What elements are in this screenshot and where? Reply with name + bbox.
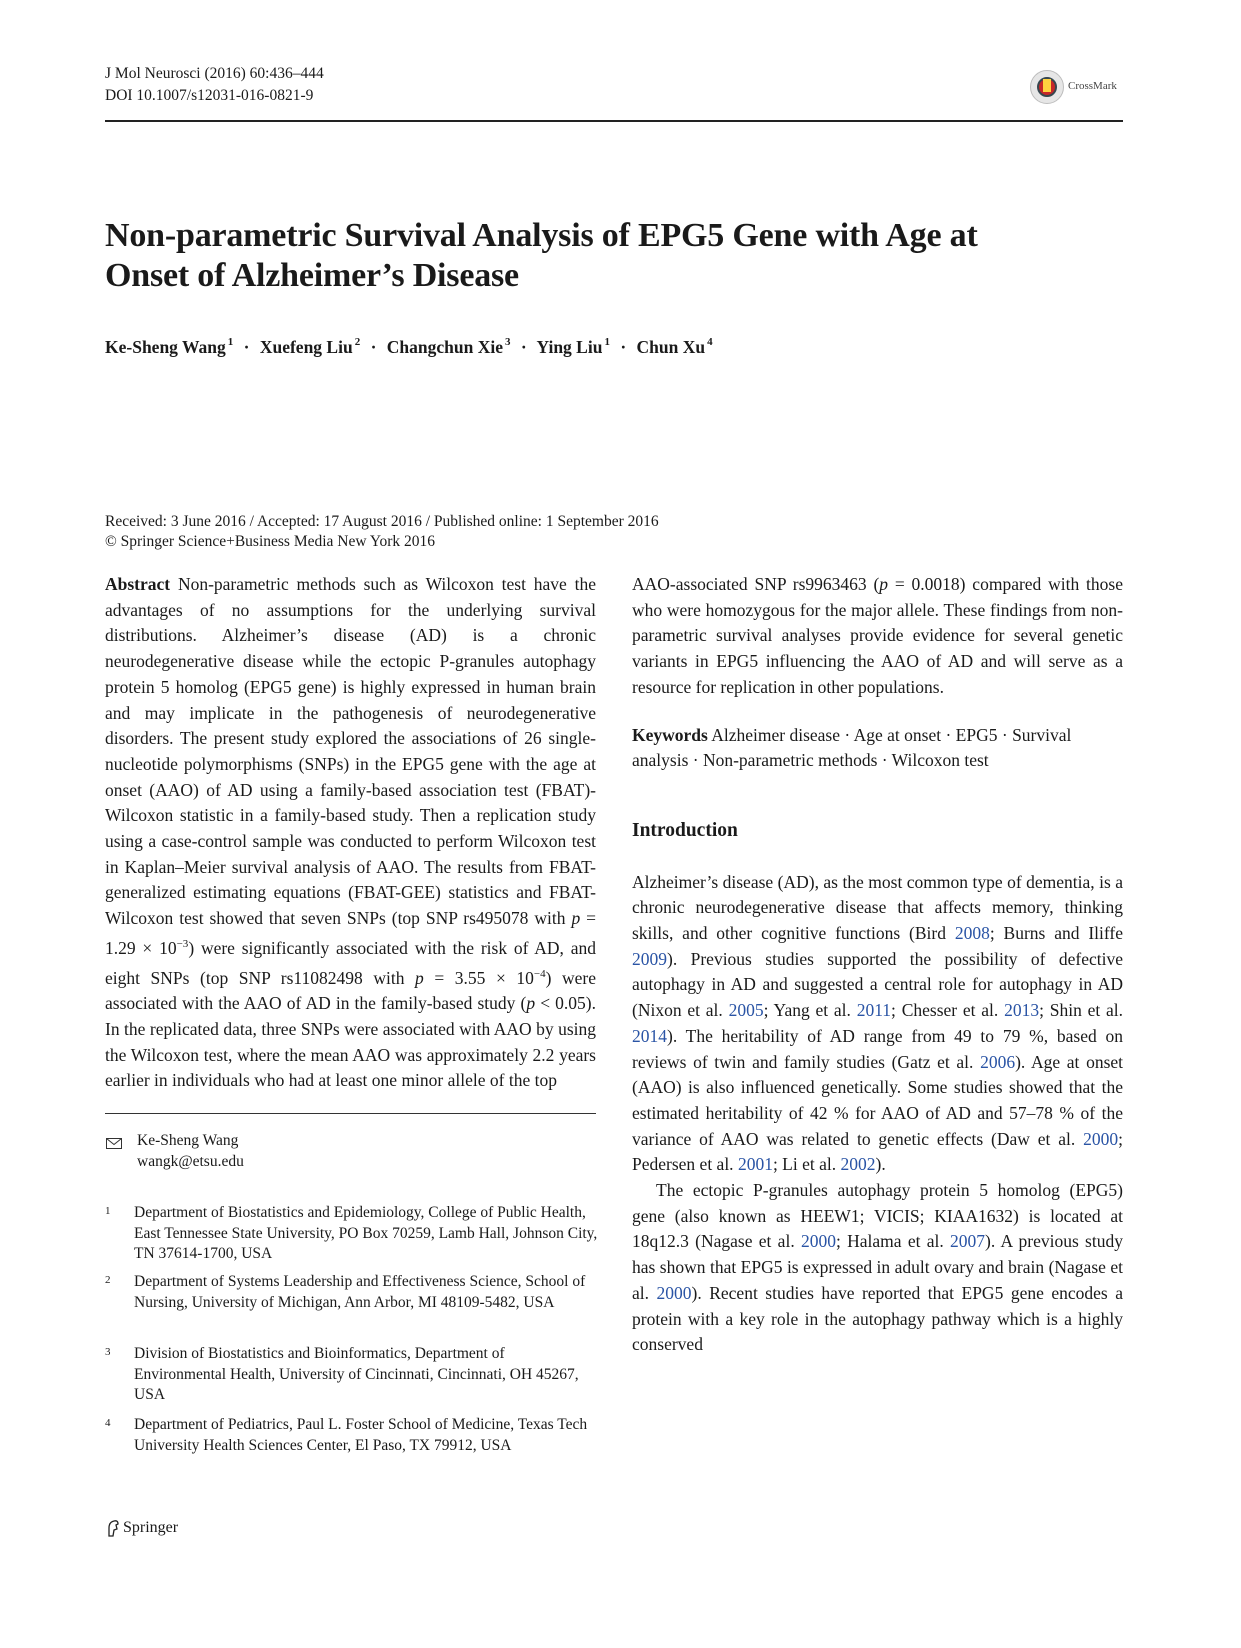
section-heading <box>632 818 1123 844</box>
author-affiliation-mark: 2 <box>354 336 361 348</box>
envelope-icon <box>106 1138 122 1149</box>
p-exponent: −4 <box>533 967 546 980</box>
abstract-continuation <box>632 572 1123 701</box>
author-name[interactable]: Xuefeng Liu <box>259 337 353 357</box>
author-name[interactable]: Chun Xu <box>636 337 706 357</box>
author-name[interactable]: Ke-Sheng Wang <box>105 337 226 357</box>
affiliation-number: 2 <box>105 1274 111 1286</box>
author-affiliation-mark: 1 <box>227 336 234 348</box>
footnote-rule <box>105 1113 596 1114</box>
citation-link[interactable]: 2008 <box>954 923 990 944</box>
journal-citation: J Mol Neurosci (2016) 60:436–444 <box>105 65 324 82</box>
corresponding-author-name: Ke-Sheng Wang <box>137 1132 239 1149</box>
affiliation-text: Department of Biostatistics and Epidemiology, College of Public Health, East Tennessee State University, PO Box 70259, Lamb Hall, Johnson City, TN 37614-1700, USA <box>134 1204 598 1262</box>
citation-link[interactable]: 2001 <box>737 1154 773 1175</box>
affiliation-text: Division of Biostatistics and Bioinformatics, Department of Environmental Health, University of Cincinnati, Cincinnati, OH 45267, USA <box>134 1345 579 1403</box>
abstract-text: < 0.05). In the replicated data, three SNPs were associated with AAO by using the Wilcoxon test, where the mean AAO was approximately 2.2 years earlier in individuals who had at least one minor allele of the top <box>105 993 596 1091</box>
left-column <box>105 572 596 1094</box>
doi[interactable]: DOI 10.1007/s12031-016-0821-9 <box>105 87 314 104</box>
abstract-text: ) were associated with the AAO of AD in the family-based study ( <box>105 967 596 1014</box>
citation-link[interactable]: 2000 <box>656 1282 692 1303</box>
keywords-label: Keywords <box>632 724 708 745</box>
intro-paragraph: Alzheimer’s disease (AD), as the most common type of dementia, is a chronic neurodegenerative disease that affects memory, thinking skills, and other cognitive functions (Bird 2008; Burns and Iliffe 2009). Previous studies supported the possibility of defective autophagy in AD and suggested a central role for autophagy in AD (Nixon et al. 2005; Yang et al. 2011; Chesser et al. 2013; Shin et al. 2014). The heritability of AD range from 49 to 79 %, based on reviews of twin and family studies (Gatz et al. 2006). Age at onset (AAO) is also influenced genetically. Some studies showed that the estimated heritability of 42 % for AAO of AD and 57–78 % of the variance of AAO was related to genetic effects (Daw et al. 2000; Pedersen et al. 2001; Li et al. 2002). <box>632 871 1124 1175</box>
p-value: = 3.55 × 10 <box>423 967 534 988</box>
abstract-text: AAO-associated SNP rs9963463 ( <box>632 574 880 594</box>
author-affiliation-mark: 1 <box>604 336 610 348</box>
p-variable: p <box>526 993 536 1014</box>
author-name[interactable]: Changchun Xie <box>386 337 504 357</box>
author-affiliation-mark: 4 <box>707 336 713 348</box>
keywords <box>632 723 1123 774</box>
p-exponent: −3 <box>176 937 189 950</box>
header-rule <box>105 120 1123 122</box>
affiliation-text: Department of Pediatrics, Paul L. Foster School of Medicine, Texas Tech University Health Sciences Center, El Paso, TX 79912, USA <box>134 1416 588 1454</box>
corresponding-author-email[interactable]: wangk@etsu.edu <box>137 1153 244 1170</box>
abstract-label: Abstract <box>105 574 171 594</box>
author-separator: · <box>370 337 377 357</box>
author-list <box>105 330 713 359</box>
abstract-text: ) were significantly associated with the risk of AD, and eight SNPs (top SNP rs11082498 with <box>105 937 596 988</box>
author-affiliation-mark: 3 <box>505 336 511 348</box>
author-separator: · <box>243 337 250 357</box>
author-separator: · <box>620 337 627 357</box>
citation-link[interactable]: 2007 <box>950 1231 986 1252</box>
intro-paragraph: The ectopic P-granules autophagy protein 5 homolog (EPG5) gene (also known as HEEW1; VICIS; KIAA1632) is located at 18q12.3 (Nagase et al. 2000; Halama et al. 2007). A previous study has shown that EPG5 is expressed in adult ovary and brain (Nagase et al. 2000). Recent studies have reported that EPG5 gene encodes a protein with a key role in the autophagy pathway which is a highly conserved <box>632 1180 1123 1355</box>
springer-logo <box>105 1517 178 1539</box>
affiliation-number: 3 <box>105 1346 111 1358</box>
abstract-paragraph <box>105 572 596 1094</box>
p-variable: p <box>879 574 889 594</box>
p-variable: p <box>571 908 581 929</box>
citation-link[interactable]: 2000 <box>1083 1128 1119 1149</box>
citation-link[interactable]: 2006 <box>980 1051 1016 1072</box>
affiliation-text: Department of Systems Leadership and Effectiveness Science, School of Nursing, University of Michigan, Ann Arbor, MI 48109-5482, USA <box>134 1273 586 1311</box>
abstract-text: = 0.0018) compared with those who were homozygous for the major allele. These findings from non-parametric survival analyses provide evidence for several genetic variants in EPG5 influencing the AAO of AD and will serve as a resource for replication in other populations. <box>632 574 1123 697</box>
citation-link[interactable]: 2013 <box>1004 1000 1040 1021</box>
abstract-text: Non-parametric methods such as Wilcoxon test have the advantages of no assumptions for the underlying survival distributions. Alzheimer’s disease (AD) is a chronic neurodegenerative disease while the ectopic P-granules autophagy protein 5 homolog (EPG5 gene) is highly expressed in human brain and may implicate in the pathogenesis of neurodegenerative disorders. The present study explored the associations of 26 single-nucleotide polymorphisms (SNPs) in the EPG5 gene with the age at onset (AAO) of AD using a family-based association test (FBAT)-Wilcoxon statistic in a family-based study. Then a replication study using a case-control sample was conducted to perform Wilcoxon test in Kaplan–Meier survival analysis of AAO. The results from FBAT-generalized estimating equations (FBAT-GEE) statistics and FBAT-Wilcoxon test showed that seven SNPs (top SNP rs495078 with <box>105 574 596 929</box>
right-column <box>632 572 1123 1358</box>
citation-link[interactable]: 2011 <box>856 1000 892 1021</box>
citation-link[interactable]: 2002 <box>840 1154 876 1175</box>
publisher-name: Springer <box>123 1519 179 1536</box>
springer-horse-icon <box>105 1518 121 1538</box>
p-value: = 1.29 × 10 <box>105 908 597 958</box>
crossmark-badge[interactable] <box>1030 70 1120 106</box>
crossmark-label: CrossMark <box>1068 80 1117 92</box>
keywords-text: Alzheimer disease · Age at onset · EPG5 · Survival analysis · Non-parametric methods · Wilcoxon test <box>632 724 1072 771</box>
author-separator: · <box>520 337 527 357</box>
citation-link[interactable]: 2000 <box>800 1231 836 1252</box>
p-variable: p <box>415 967 424 988</box>
citation-link[interactable]: 2005 <box>728 1000 764 1021</box>
copyright-notice: © Springer Science+Business Media New York 2016 <box>105 533 436 550</box>
article-title: Non-parametric Survival Analysis of EPG5 Gene with Age at Onset of Alzheimer’s Disease <box>105 217 978 294</box>
author-name[interactable]: Ying Liu <box>536 337 603 357</box>
affiliation-number: 4 <box>105 1417 111 1429</box>
citation-link[interactable]: 2014 <box>632 1025 667 1046</box>
affiliation-number: 1 <box>105 1205 111 1217</box>
introduction-heading: Introduction <box>632 819 738 841</box>
citation-link[interactable]: 2009 <box>632 948 667 969</box>
publication-dates: Received: 3 June 2016 / Accepted: 17 August 2016 / Published online: 1 September 2016 <box>105 513 659 530</box>
crossmark-icon <box>1030 70 1064 104</box>
